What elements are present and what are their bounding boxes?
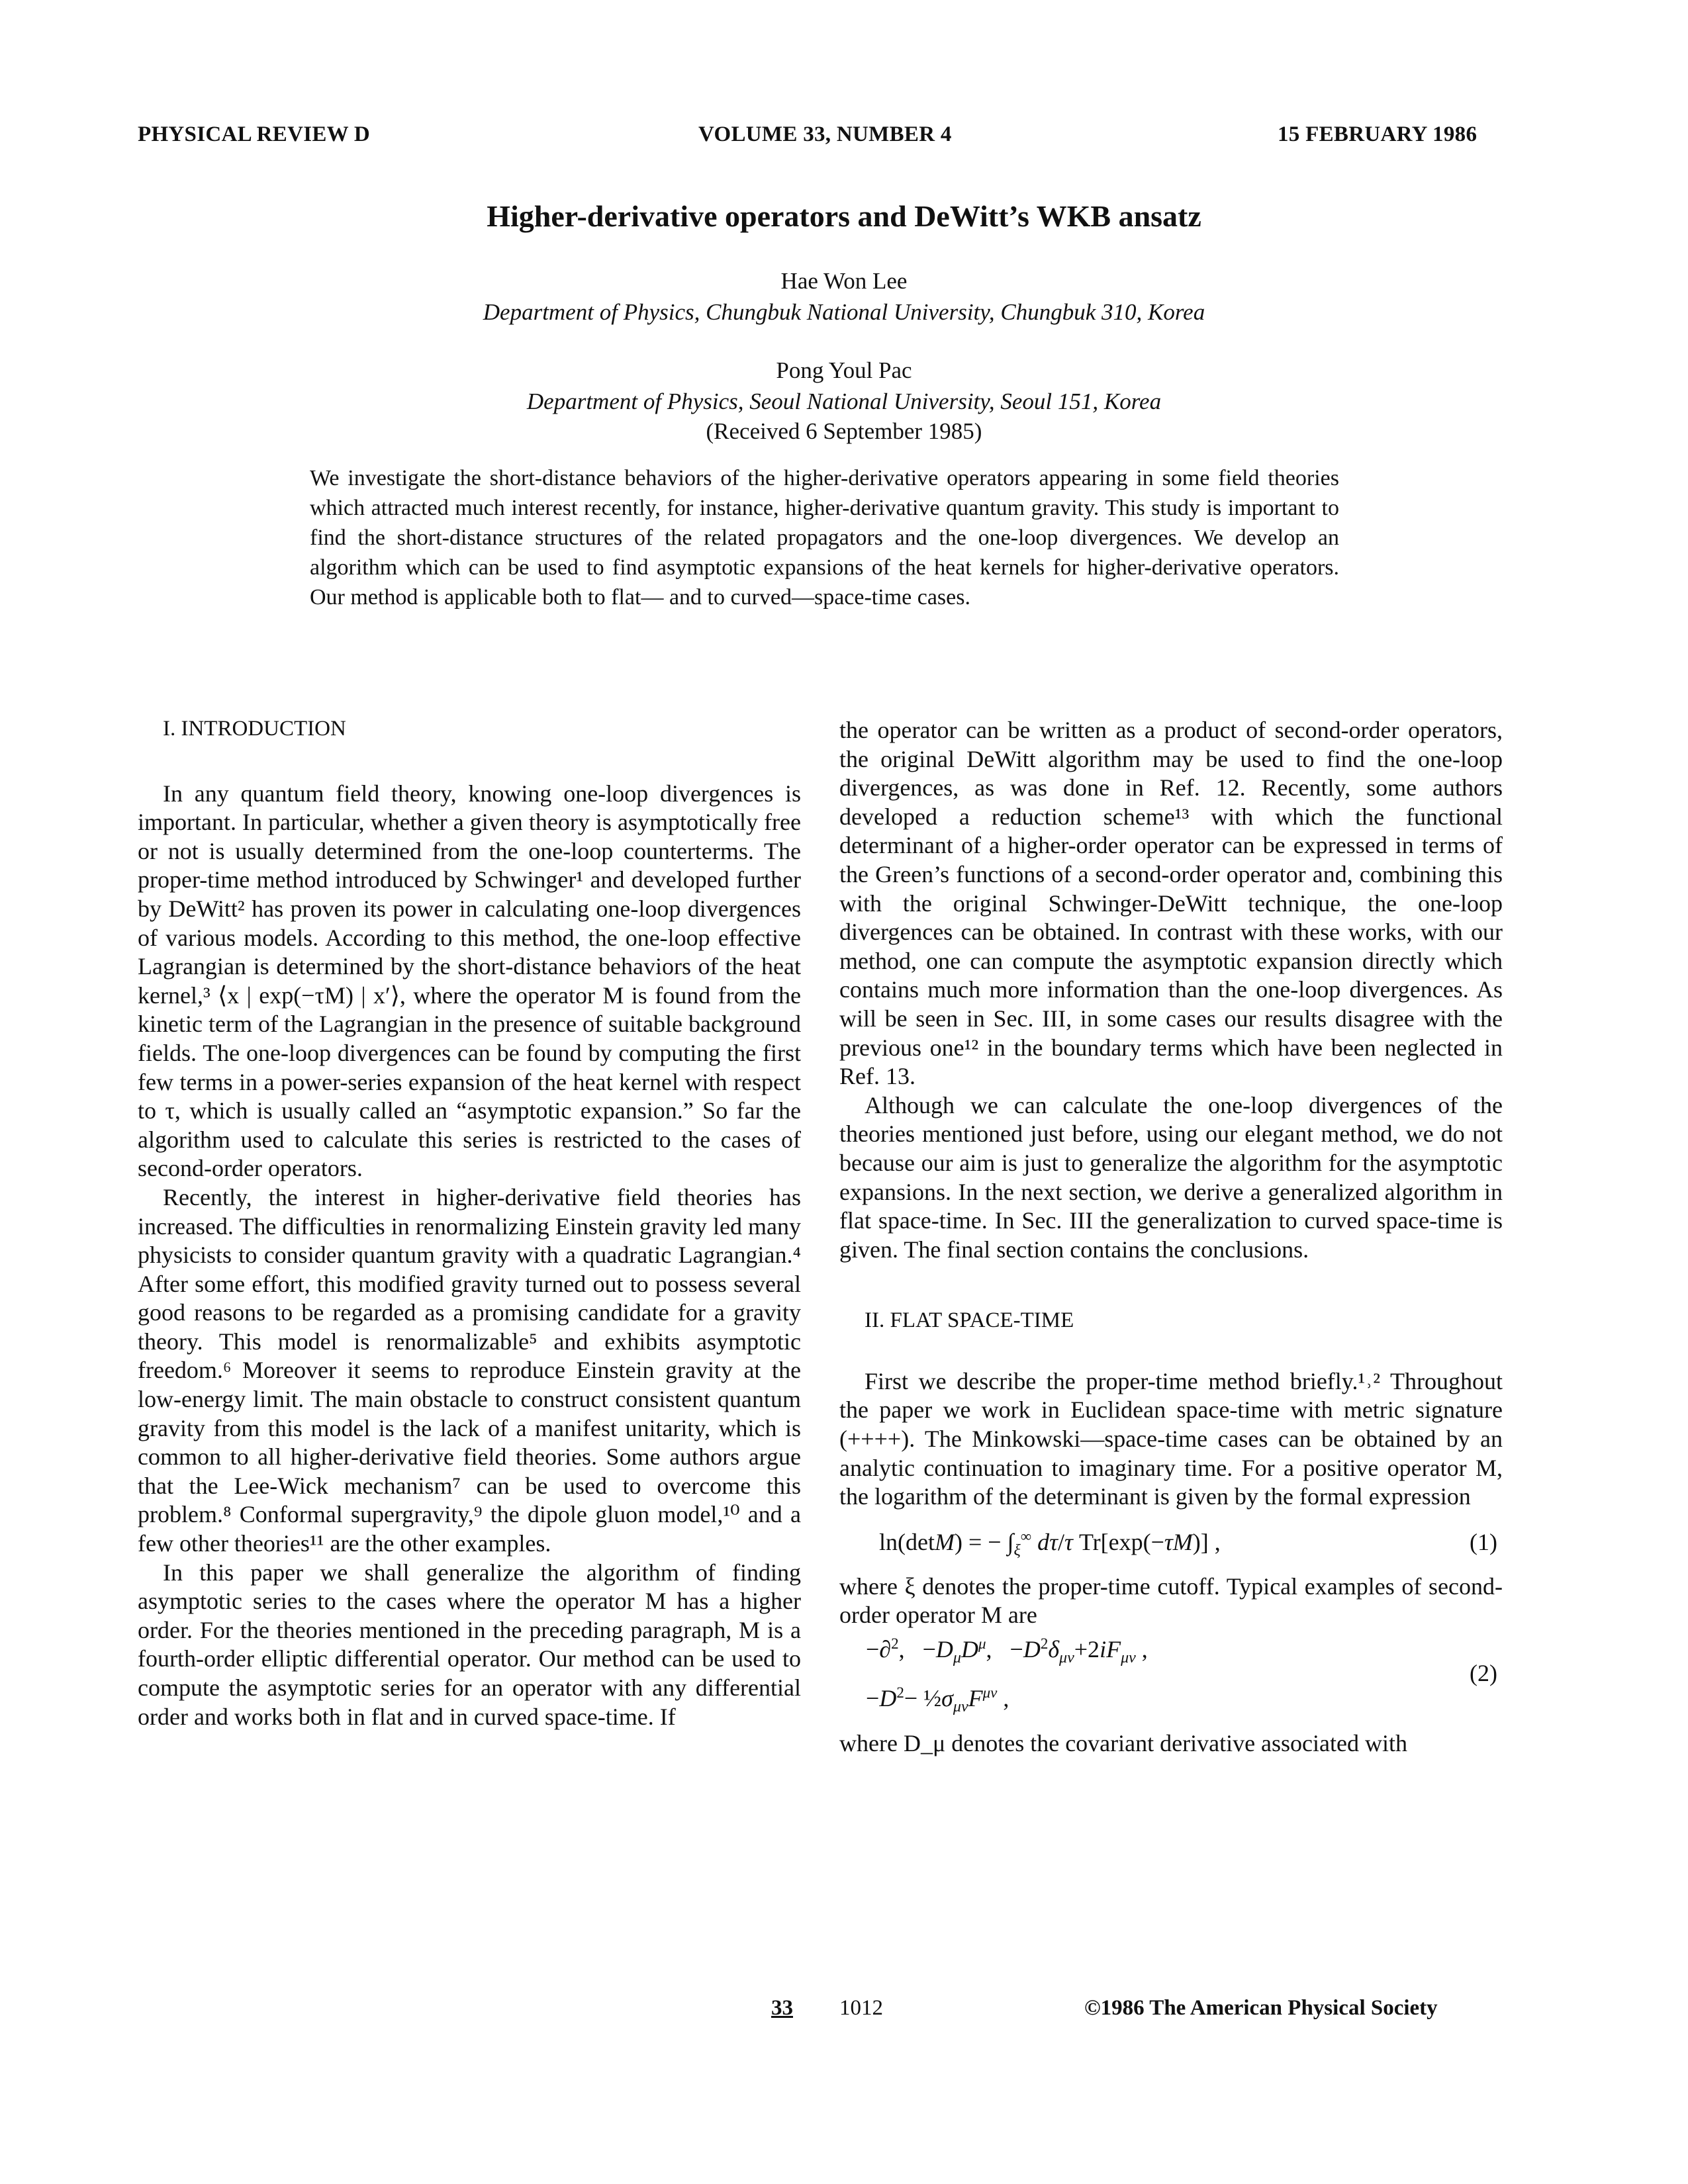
- author-affiliation-1: Department of Physics, Chungbuk National University, Chungbuk 310, Korea: [483, 299, 1205, 325]
- footer-volume: 33: [771, 1996, 793, 2020]
- intro-paragraph-1: In any quantum field theory, knowing one-loop divergences is important. In particular, whether a given theory is asymptotically free or not is usually determined from the one-loop counterterms. The proper-time method introduced by Schwinger¹ and developed further by DeWitt² has proven its power in calculating one-loop divergences of various models. According to this method, the one-loop effective Lagrangian is determined by the short-distance behaviors of the heat kernel,³ ⟨x | exp(−τM) | x′⟩, where the operator M is found from the kinetic term of the Lagrangian in the presence of suitable background fields. The one-loop divergences can be found by computing the first few terms in a power-series expansion of the heat kernel with respect to τ, which is usually called an “asymptotic expansion.” So far the algorithm used to calculate this series is restricted to the cases of second-order operators.: [138, 780, 801, 1182]
- flat-paragraph-1: First we describe the proper-time method briefly.¹˒² Throughout the paper we work in Euclidean space-time with metric signature (++++). The Minkowski—space-time cases can be obtained by an analytic continuation to imaginary time. For a positive operator M, the logarithm of the determinant is given by the formal expression: [839, 1367, 1503, 1510]
- section-heading-introduction: I. INTRODUCTION: [163, 717, 346, 741]
- left-column: [138, 715, 801, 1731]
- equation-2: [839, 1630, 1503, 1729]
- author-name-2: Pong Youl Pac: [776, 357, 912, 383]
- flat-paragraph-3: where D_μ denotes the covariant derivative associated with: [839, 1730, 1407, 1757]
- abstract: We investigate the short-distance behaviors of the higher-derivative operators appearing in some field theories which attracted much interest recently, for instance, higher-derivative quantum gravity. This study is important to find the short-distance structures of the related propagators and the one-loop divergences. We develop an algorithm which can be used to find asymptotic expansions of the heat kernels for higher-derivative operators. Our method is applicable both to flat— and to curved—space-time cases.: [310, 466, 1339, 610]
- author-name-1: Hae Won Lee: [780, 268, 908, 294]
- issue-date: 15 FEBRUARY 1986: [1278, 122, 1477, 146]
- intro-paragraph-5: Although we can calculate the one-loop divergences of the theories mentioned just before, using our elegant method, we do not because our aim is just to generalize the algorithm for the asymptotic expansions. In the next section, we derive a generalized algorithm in flat space-time. In Sec. III the generalization to curved space-time is given. The final section contains the conclusions.: [839, 1091, 1503, 1263]
- equation-2-line-2: $-D^2-$ $\frac{1}{2}\sigma_{\mu\nu}F^{\mu\nu}$ ,: [866, 1684, 1009, 1716]
- equation-1-number: (1): [1470, 1528, 1497, 1555]
- intro-paragraph-4: the operator can be written as a product of second-order operators, the original DeWitt algorithm may be used to find the one-loop divergences, as was done in Ref. 12. Recently, some authors developed a reduction scheme¹³ with which the functional determinant of a higher-order operator can be expressed in terms of the Green’s functions of a second-order operator and, combining this with the original Schwinger-DeWitt technique, the one-loop divergences can be obtained. In contrast with these works, with our method, one can compute the asymptotic expansion directly which contains much more information than the one-loop divergences. As will be seen in Sec. III, in some cases our results disagree with the previous one¹² in the boundary terms which have been neglected in Ref. 13.: [839, 717, 1503, 1090]
- section-heading-flat-space-time: II. FLAT SPACE-TIME: [865, 1308, 1074, 1333]
- received-date: (Received 6 September 1985): [706, 418, 982, 444]
- equation-2-line-1: −∂$^2$, $-D_\mu D^\mu$, $-D^2\delta_{\mu\nu}+2iF_{\mu\nu}$ ,: [866, 1635, 1148, 1667]
- intro-paragraph-3: In this paper we shall generalize the algorithm of finding asymptotic series to the cases where the operator M has a higher order. For the theories mentioned in the preceding paragraph, M is a fourth-order elliptic differential operator. Our method can be used to compute the asymptotic series for an operator with any differential order and works both in flat and in curved space-time. If: [138, 1559, 801, 1730]
- author-affiliation-2: Department of Physics, Seoul National University, Seoul 151, Korea: [526, 388, 1162, 414]
- paper-title: Higher-derivative operators and DeWitt’s WKB ansatz: [487, 199, 1201, 233]
- intro-paragraph-2: Recently, the interest in higher-derivative field theories has increased. The difficulties in renormalizing Einstein gravity led many physicists to consider quantum gravity with a quadratic Lagrangian.⁴ After some effort, this modified gravity turned out to possess several good reasons to be regarded as a promising candidate for a gravity theory. This model is renormalizable⁵ and exhibits asymptotic freedom.⁶ Moreover it seems to reproduce Einstein gravity at the low-energy limit. The main obstacle to construct consistent quantum gravity from this model is the lack of a manifest unitarity, which is common to all higher-derivative field theories. Some authors argue that the Lee-Wick mechanism⁷ can be used to overcome this problem.⁸ Conformal supergravity,⁹ the dipole gluon model,¹⁰ and a few other theories¹¹ are the other examples.: [138, 1183, 801, 1557]
- flat-paragraph-2: where ξ denotes the proper-time cutoff. Typical examples of second-order operator M are: [839, 1572, 1503, 1629]
- footer-page-number: 1012: [839, 1996, 883, 2020]
- volume-number: VOLUME 33, NUMBER 4: [698, 122, 952, 146]
- equation-2-number: (2): [1470, 1660, 1497, 1687]
- equation-1: [839, 1512, 1503, 1572]
- equation-1-body: ln(detM) = − $\int_\xi^\infty$ dτ/τ Tr[exp(−τM)] ,: [879, 1527, 1221, 1560]
- footer-copyright: ©1986 The American Physical Society: [1084, 1996, 1438, 2020]
- journal-name: PHYSICAL REVIEW D: [138, 122, 371, 146]
- right-column: [839, 716, 1503, 1758]
